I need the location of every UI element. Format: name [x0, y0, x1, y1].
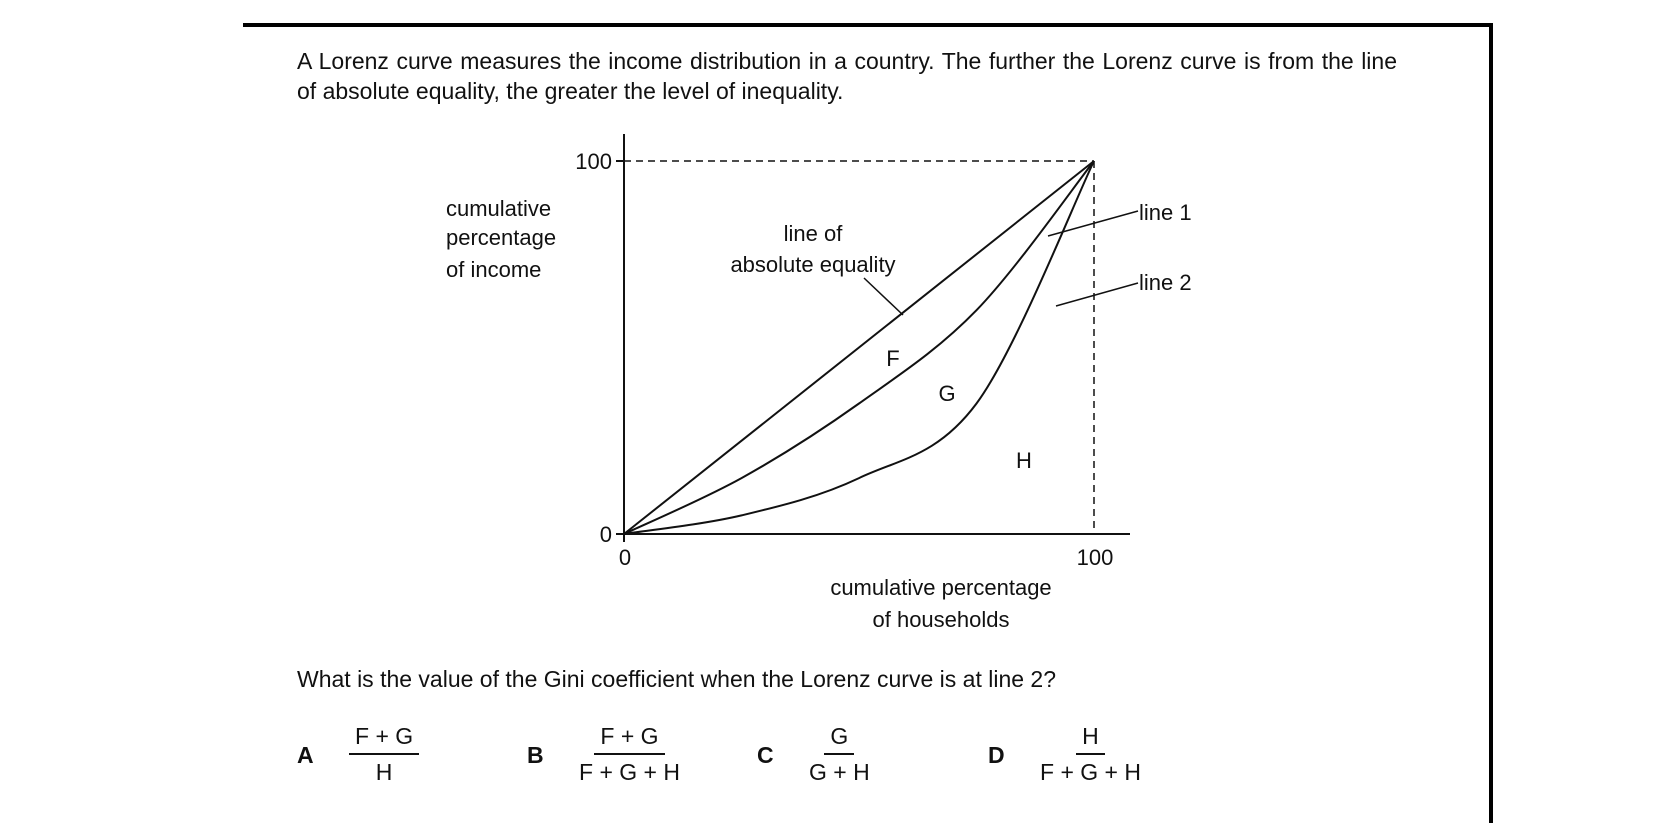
- option-c-fraction: [809, 722, 870, 786]
- line2-leader-line: [1056, 283, 1138, 306]
- y-tick-label-100: 100: [575, 149, 612, 174]
- option-a-letter: A: [297, 742, 314, 768]
- x-tick-label-0: 0: [618, 545, 632, 570]
- equality-label-line-1: line of: [783, 221, 843, 246]
- option-b-denominator: F + G + H: [579, 759, 680, 785]
- option-d-denominator: F + G + H: [1040, 759, 1141, 785]
- option-a-numerator: F + G: [349, 722, 419, 755]
- option-a-denominator: H: [375, 759, 393, 785]
- option-d-letter: D: [988, 742, 1005, 768]
- option-b-letter: B: [527, 742, 544, 768]
- option-c-numerator: G: [824, 722, 854, 755]
- y-axis-title-line-1: cumulative: [446, 196, 552, 221]
- y-tick-label-0: 0: [599, 522, 612, 547]
- intro-paragraph: A Lorenz curve measures the income distribution in a country. The further the Lorenz curve is from the line of absolute equality, the greater the level of inequality.: [297, 48, 1397, 104]
- option-c-letter: C: [757, 742, 774, 768]
- line-2-label: line 2: [1139, 270, 1192, 295]
- option-b-numerator: F + G: [594, 722, 664, 755]
- region-h-label: H: [1016, 448, 1032, 473]
- line-1-label: line 1: [1139, 200, 1192, 225]
- option-b-fraction: [579, 722, 680, 786]
- equality-leader-line: [864, 278, 903, 315]
- equality-label-line-2: absolute equality: [730, 252, 896, 277]
- y-axis-title-line-3: of income: [446, 257, 542, 282]
- x-tick-label-100: 100: [1076, 545, 1114, 570]
- x-axis-title-line-1: cumulative percentage: [830, 575, 1052, 600]
- option-d-fraction: [1040, 722, 1141, 786]
- y-axis-title-line-2: percentage: [446, 225, 557, 250]
- line1-leader-line: [1048, 211, 1138, 236]
- question-text: What is the value of the Gini coefficient when the Lorenz curve is at line 2?: [297, 666, 1056, 692]
- region-f-label: F: [886, 346, 900, 371]
- option-c-denominator: G + H: [809, 759, 870, 785]
- region-g-label: G: [938, 381, 956, 406]
- option-d-numerator: H: [1076, 722, 1105, 755]
- x-axis-title-line-2: of households: [872, 607, 1010, 632]
- option-a-fraction: [349, 722, 419, 786]
